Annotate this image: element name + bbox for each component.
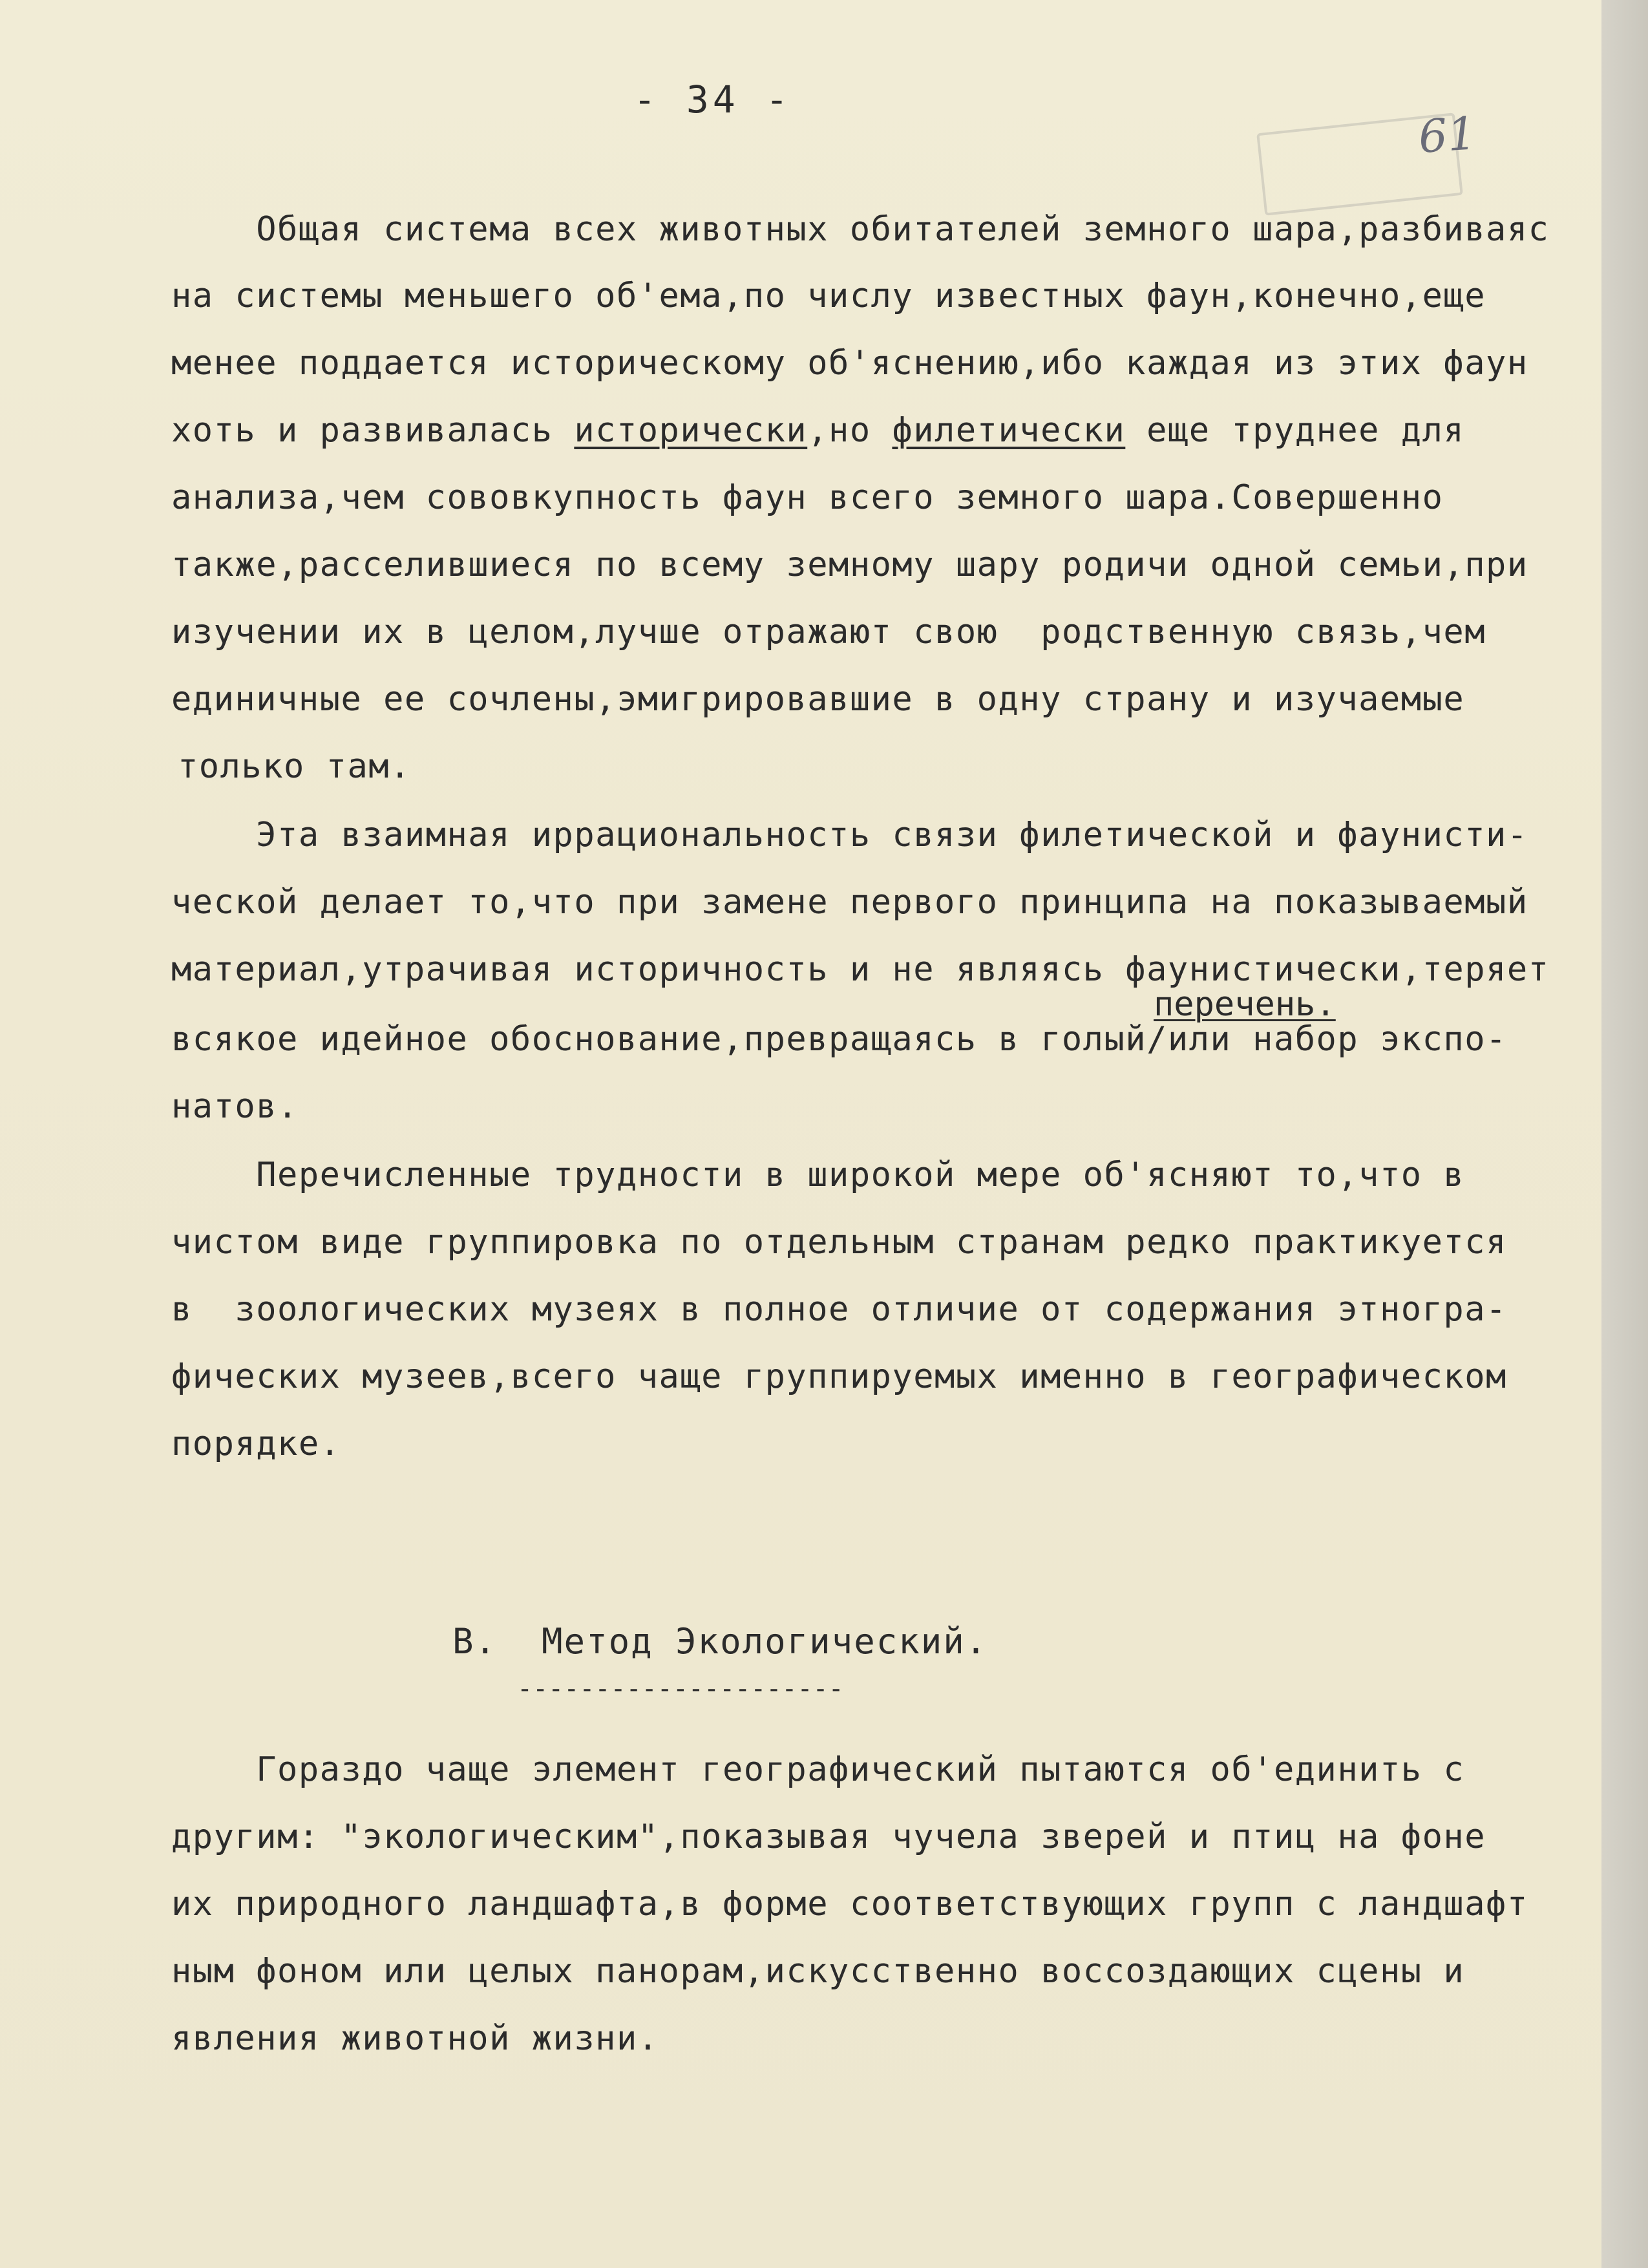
text-line: порядке. bbox=[171, 1425, 341, 1463]
underlined-word: исторически bbox=[574, 411, 808, 450]
text-line: единичные ее сочлены,эмигрировавшие в одну страну и изучаемые bbox=[171, 680, 1465, 719]
underlined-word: филетически bbox=[892, 411, 1126, 450]
text-segment: хоть и развивалась bbox=[171, 411, 575, 450]
text-segment: ,но bbox=[807, 411, 893, 450]
text-line: всякое идейное обоснование,превращаясь в голый/или набор экспо- bbox=[171, 1020, 1507, 1059]
text-line: изучении их в целом,лучше отражают свою родственную связь,чем bbox=[171, 613, 1486, 652]
heading-underline: --------------------- bbox=[517, 1674, 844, 1704]
section-heading: В. Метод Экологический. bbox=[452, 1621, 988, 1662]
inserted-correction: перечень. bbox=[1154, 985, 1336, 1024]
text-line: материал,утрачивая историчность и не являясь фаунистически,теряет bbox=[171, 950, 1550, 989]
archive-folio-number: 61 bbox=[1417, 106, 1478, 164]
text-line: Перечисленные трудности в широкой мере об'ясняют то,что в bbox=[171, 1156, 1465, 1194]
page-number: - 34 - bbox=[633, 78, 792, 122]
text-line: явления животной жизни. bbox=[171, 2019, 659, 2058]
text-line: ным фоном или целых панорам,искусственно воссоздающих сцены и bbox=[171, 1952, 1465, 1991]
text-line: другим: "экологическим",показывая чучела зверей и птиц на фоне bbox=[171, 1818, 1486, 1856]
text-line: фических музеев,всего чаще группируемых именно в географическом bbox=[171, 1357, 1507, 1396]
text-segment: еще труднее для bbox=[1125, 411, 1465, 450]
text-line: их природного ландшафта,в форме соответствующих групп с ландшафт bbox=[171, 1885, 1528, 1924]
text-line: также,расселившиеся по всему земному шару родичи одной семьи,при bbox=[171, 546, 1528, 584]
text-line: анализа,чем сововкупность фаун всего земного шара.Совершенно bbox=[171, 478, 1444, 517]
scan-edge bbox=[1601, 0, 1648, 2268]
text-line: только там. bbox=[178, 747, 411, 786]
text-line: Общая система всех животных обитателей земного шара,разбиваяс bbox=[171, 210, 1550, 249]
text-line: Эта взаимная иррациональность связи филетической и фаунисти- bbox=[171, 816, 1528, 854]
text-line: чистом виде группировка по отдельным странам редко практикуется bbox=[171, 1223, 1507, 1262]
text-line-with-underlines bbox=[171, 411, 1464, 450]
text-line: менее поддается историческому об'яснению,ибо каждая из этих фаун bbox=[171, 344, 1528, 383]
text-line: натов. bbox=[171, 1087, 299, 1126]
text-line: ческой делает то,что при замене первого принципа на показываемый bbox=[171, 883, 1528, 922]
text-line: Гораздо чаще элемент географический пытаются об'единить с bbox=[171, 1750, 1465, 1789]
text-line: на системы меньшего об'ема,по числу известных фаун,конечно,еще bbox=[171, 277, 1486, 315]
text-line: в зоологических музеях в полное отличие от содержания этногра- bbox=[171, 1290, 1507, 1329]
